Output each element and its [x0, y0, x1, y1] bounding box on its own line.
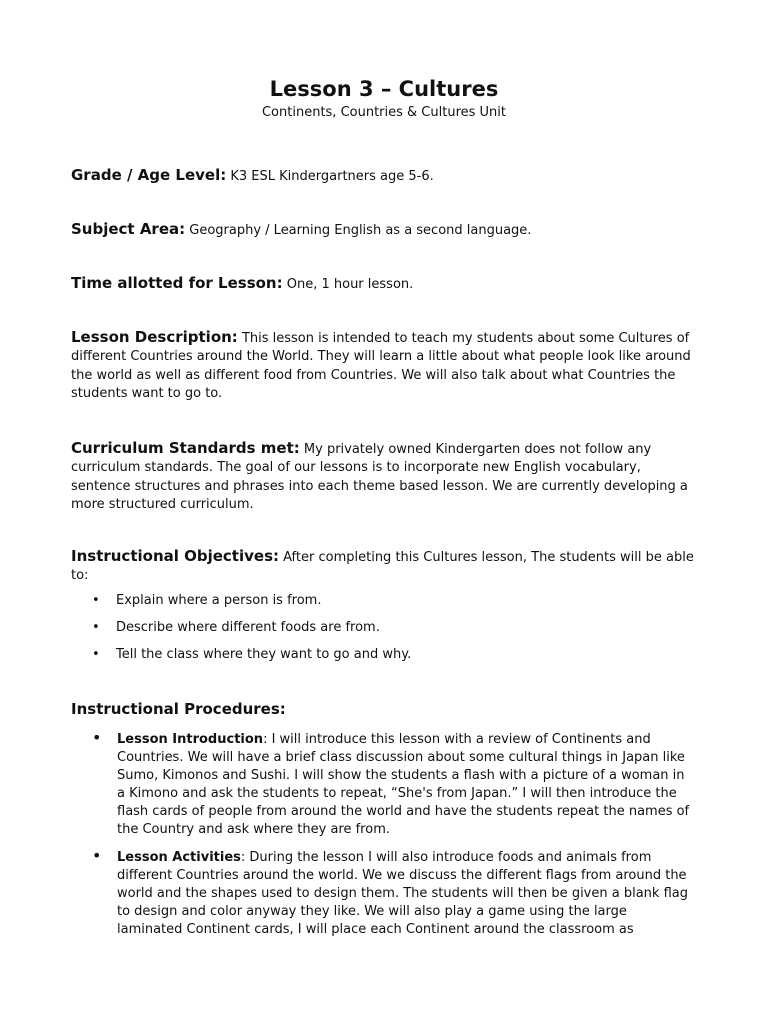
- lesson-description-value: This lesson is intended to teach my students about some Cultures of different Countries around the World. They will learn a little about what people look like around the world as well as different food from Countries. We will also talk about what Countries the students want to go to.: [71, 331, 691, 402]
- grade-level-field: [71, 166, 701, 186]
- procedure-label: Lesson Introduction: [117, 732, 264, 747]
- bullet-icon: •: [92, 620, 100, 635]
- bullet-icon: •: [92, 593, 100, 608]
- page-title: Lesson 3 – Cultures: [269, 77, 499, 101]
- list-item: [71, 845, 696, 939]
- procedures-list: [71, 728, 696, 939]
- procedure-text: : I will introduce this lesson with a review of Continents and Countries. We will have a brief class discussion about some cultural things in Japan like Sumo, Kimonos and Sushi. I will show the students a flash with a picture of a woman in a Kimono and ask the students to repeat, “She's from Japan.” I will then introduce the flash cards of people from around the world and have the students repeat the names of the Country and ask where they are from.: [117, 732, 690, 838]
- objective-text: Tell the class where they want to go and why.: [116, 647, 412, 662]
- subject-area-value: Geography / Learning English as a second language.: [185, 223, 532, 238]
- procedure-label: Lesson Activities: [117, 849, 241, 865]
- objectives-list: [71, 592, 701, 673]
- bullet-icon: •: [92, 647, 100, 662]
- page-subtitle: Continents, Countries & Cultures Unit: [261, 105, 507, 120]
- list-item: [71, 592, 701, 619]
- procedures-heading: Instructional Procedures:: [71, 700, 286, 718]
- subject-area-label: Subject Area:: [71, 220, 186, 238]
- time-allotted-field: [71, 274, 701, 294]
- instructional-objectives-field: [71, 547, 701, 586]
- procedure-text: : During the lesson I will also introduce foods and animals from different Countries around the world. We we discuss the different flags from around the world and the shapes used to design them. The students will then be given a blank flag to design and color anyway they like. We will also play a game using the large laminated Continent cards, I will place each Continent around the classroom as: [117, 849, 688, 937]
- list-item: [71, 728, 696, 840]
- curriculum-standards-field: [71, 439, 701, 515]
- grade-level-value: K3 ESL Kindergartners age 5-6.: [226, 169, 434, 184]
- lesson-description-label: Lesson Description:: [71, 328, 238, 346]
- list-item: [71, 646, 701, 673]
- curriculum-standards-label: Curriculum Standards met:: [71, 439, 300, 457]
- curriculum-standards-value: My privately owned Kindergarten does not follow any curriculum standards. The goal of our lessons is to incorporate new English vocabulary, sentence structures and phrases into each theme based lesson. We are currently developing a more structured curriculum.: [71, 442, 688, 513]
- instructional-objectives-label: Instructional Objectives:: [71, 547, 279, 565]
- lesson-description-field: [71, 328, 701, 404]
- time-allotted-value: One, 1 hour lesson.: [282, 277, 414, 292]
- grade-level-label: Grade / Age Level:: [71, 166, 227, 184]
- list-item: [71, 619, 701, 646]
- instructional-objectives-value: After completing this Cultures lesson, The students will be able to:: [71, 550, 694, 584]
- objective-text: Explain where a person is from.: [116, 593, 322, 608]
- bullet-icon: •: [92, 845, 102, 865]
- bullet-icon: •: [92, 728, 102, 747]
- time-allotted-label: Time allotted for Lesson:: [71, 274, 283, 292]
- objective-text: Describe where different foods are from.: [116, 620, 380, 635]
- subject-area-field: [71, 220, 701, 240]
